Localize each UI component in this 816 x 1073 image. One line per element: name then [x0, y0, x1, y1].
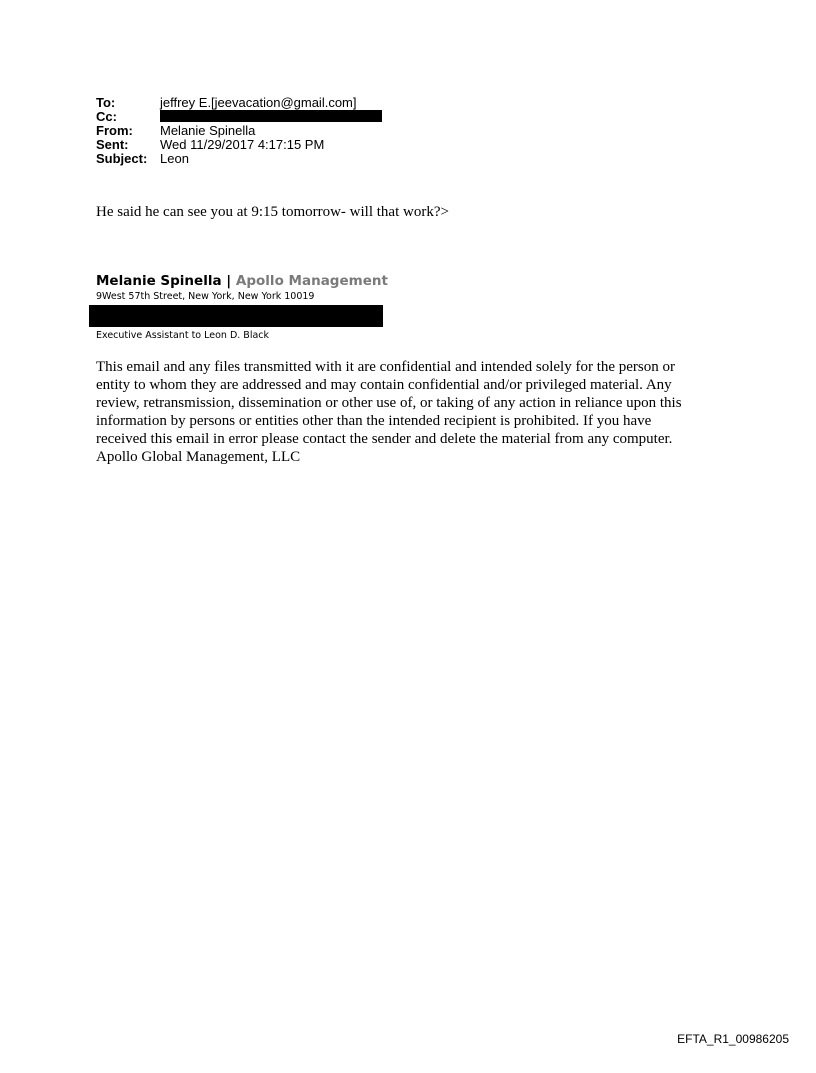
signature-name: Melanie Spinella	[96, 273, 222, 289]
signature-separator: |	[226, 273, 232, 289]
cc-label: Cc:	[96, 109, 117, 124]
confidentiality-disclaimer	[96, 358, 736, 466]
signature-redaction-bar	[89, 305, 383, 327]
disclaimer-line: information by persons or entities other than the intended recipient is prohibited. If you have	[96, 413, 652, 429]
sent-value: Wed 11/29/2017 4:17:15 PM	[160, 137, 325, 152]
from-label: From:	[96, 123, 133, 138]
to-value: jeffrey E.[jeevacation@gmail.com]	[160, 95, 357, 110]
subject-value: Leon	[160, 151, 189, 166]
message-body: He said he can see you at 9:15 tomorrow- will that work?>	[96, 204, 449, 220]
sent-label: Sent:	[96, 137, 129, 152]
signature-title: Executive Assistant to Leon D. Black	[96, 330, 270, 341]
to-label: To:	[96, 95, 116, 110]
cc-redaction-bar	[160, 110, 382, 122]
email-header	[96, 96, 382, 166]
bates-number: EFTA_R1_00986205	[677, 1032, 789, 1046]
signature-company: Apollo Management	[235, 273, 388, 289]
to-row	[96, 96, 382, 110]
disclaimer-line: entity to whom they are addressed and may contain confidential and/or privileged material. Any	[96, 377, 672, 393]
subject-row	[96, 152, 382, 166]
signature-address: 9West 57th Street, New York, New York 10019	[96, 291, 315, 302]
cc-row	[96, 110, 382, 124]
signature-name-line	[96, 273, 388, 289]
subject-label: Subject:	[96, 151, 148, 166]
cc-value	[160, 110, 382, 124]
sent-row	[96, 138, 382, 152]
disclaimer-line: This email and any files transmitted with it are confidential and intended solely for the person or	[96, 359, 676, 375]
disclaimer-line: received this email in error please contact the sender and delete the material from any computer.	[96, 431, 673, 447]
disclaimer-line: review, retransmission, dissemination or other use of, or taking of any action in reliance upon this	[96, 395, 682, 411]
from-row	[96, 124, 382, 138]
from-value: Melanie Spinella	[160, 123, 256, 138]
disclaimer-line: Apollo Global Management, LLC	[96, 449, 301, 465]
